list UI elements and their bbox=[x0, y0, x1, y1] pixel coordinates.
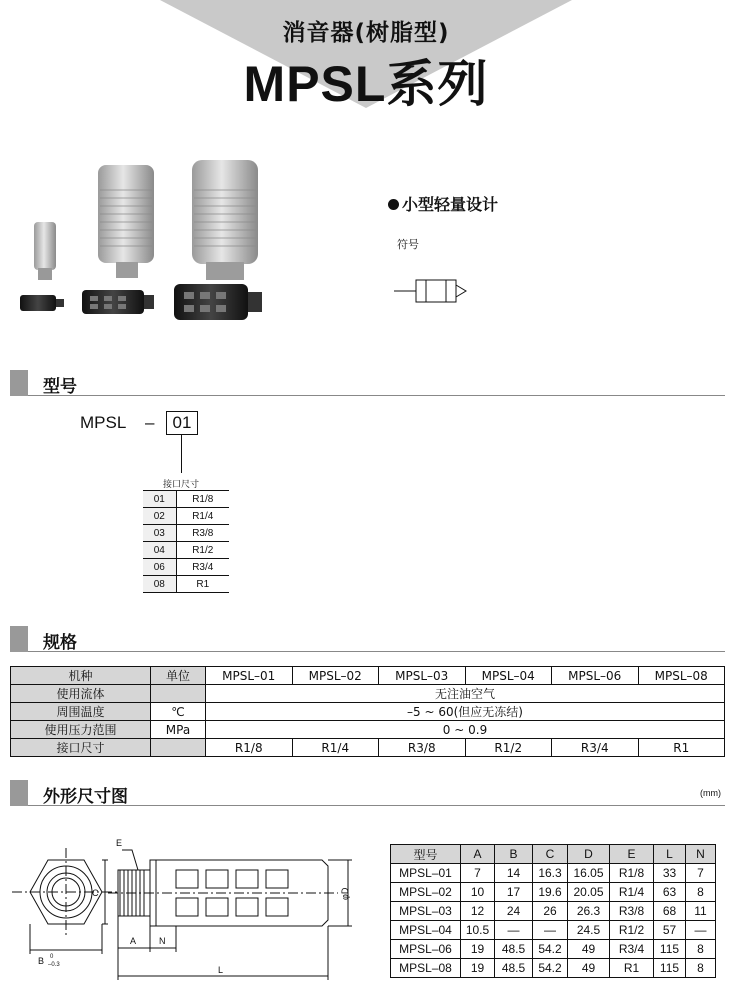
spec-fluid-unit bbox=[151, 685, 206, 703]
port-code: 02 bbox=[143, 508, 176, 525]
dim-cell: 8 bbox=[686, 959, 716, 978]
table-row bbox=[11, 739, 725, 757]
dim-cell: 26 bbox=[533, 902, 568, 921]
table-row bbox=[11, 721, 725, 739]
dim-label-c: C bbox=[92, 888, 99, 898]
dim-cell: 10.5 bbox=[461, 921, 495, 940]
dim-cell: 24 bbox=[495, 902, 533, 921]
dim-label-b-tol-top: 0 bbox=[50, 954, 54, 960]
symbol-label: 符号 bbox=[397, 238, 419, 251]
dim-cell: R1/4 bbox=[610, 883, 654, 902]
page-title: MPSL系列 bbox=[243, 56, 489, 112]
spec-model: MPSL–01 bbox=[206, 667, 293, 685]
port-size: R1/2 bbox=[176, 542, 229, 559]
dim-header: L bbox=[654, 845, 686, 864]
bullet-icon bbox=[388, 199, 399, 210]
dim-cell: 16.3 bbox=[533, 864, 568, 883]
dim-cell: MPSL–03 bbox=[391, 902, 461, 921]
dim-header: C bbox=[533, 845, 568, 864]
dim-cell: R1/8 bbox=[610, 864, 654, 883]
dim-cell: MPSL–02 bbox=[391, 883, 461, 902]
dim-cell: 63 bbox=[654, 883, 686, 902]
dim-label-d: φD bbox=[340, 887, 350, 900]
spec-port: R1/8 bbox=[206, 739, 293, 757]
port-size-table bbox=[143, 490, 229, 593]
dimension-drawing bbox=[8, 830, 368, 982]
dim-cell: 48.5 bbox=[495, 959, 533, 978]
port-table-title: 接口尺寸 bbox=[163, 480, 200, 490]
port-code: 06 bbox=[143, 559, 176, 576]
spec-fluid-label: 使用流体 bbox=[11, 685, 151, 703]
spec-temp-unit: ℃ bbox=[151, 703, 206, 721]
table-row bbox=[391, 845, 716, 864]
table-row bbox=[143, 559, 229, 576]
spec-port: R1/2 bbox=[465, 739, 552, 757]
spec-temp-label: 周围温度 bbox=[11, 703, 151, 721]
table-row bbox=[143, 525, 229, 542]
dim-cell: — bbox=[495, 921, 533, 940]
dim-cell: 8 bbox=[686, 883, 716, 902]
port-code: 08 bbox=[143, 576, 176, 593]
dim-cell: 68 bbox=[654, 902, 686, 921]
dim-cell: 19 bbox=[461, 940, 495, 959]
spec-model: MPSL–02 bbox=[292, 667, 379, 685]
table-row bbox=[391, 883, 716, 902]
dim-cell: 49 bbox=[568, 940, 610, 959]
product-photo bbox=[20, 150, 270, 330]
spec-port: R1/4 bbox=[292, 739, 379, 757]
section-marker bbox=[10, 370, 28, 396]
silencer-symbol-icon bbox=[394, 276, 468, 306]
dim-cell: R3/8 bbox=[610, 902, 654, 921]
dim-cell: MPSL–06 bbox=[391, 940, 461, 959]
section-model-title: 型号 bbox=[43, 377, 77, 397]
dim-cell: R1 bbox=[610, 959, 654, 978]
table-row bbox=[143, 576, 229, 593]
dim-cell: 48.5 bbox=[495, 940, 533, 959]
dim-cell: MPSL–01 bbox=[391, 864, 461, 883]
dim-label-l: L bbox=[218, 965, 224, 975]
dim-cell: 19 bbox=[461, 959, 495, 978]
spec-port: R3/4 bbox=[552, 739, 639, 757]
port-size: R1/4 bbox=[176, 508, 229, 525]
dim-cell: 115 bbox=[654, 940, 686, 959]
spec-model: MPSL–08 bbox=[638, 667, 725, 685]
section-spec-title: 规格 bbox=[43, 633, 77, 653]
spec-pressure-label: 使用压力范围 bbox=[11, 721, 151, 739]
port-size: R3/4 bbox=[176, 559, 229, 576]
spec-port-unit bbox=[151, 739, 206, 757]
spec-port: R3/8 bbox=[379, 739, 466, 757]
spec-fluid-value: 无注油空气 bbox=[206, 685, 725, 703]
dim-header: A bbox=[461, 845, 495, 864]
spec-model: MPSL–04 bbox=[465, 667, 552, 685]
spec-temp-value: –5 ~ 60(但应无冻结) bbox=[206, 703, 725, 721]
dim-cell: 12 bbox=[461, 902, 495, 921]
table-row bbox=[391, 921, 716, 940]
table-row bbox=[143, 508, 229, 525]
unit-note: (mm) bbox=[700, 788, 721, 798]
table-row bbox=[143, 542, 229, 559]
dim-cell: 8 bbox=[686, 940, 716, 959]
dim-header: E bbox=[610, 845, 654, 864]
port-code: 04 bbox=[143, 542, 176, 559]
model-dash: – bbox=[145, 413, 155, 432]
port-code: 03 bbox=[143, 525, 176, 542]
dim-cell: — bbox=[686, 921, 716, 940]
dim-label-e: E bbox=[116, 838, 123, 848]
model-prefix: MPSL bbox=[80, 413, 127, 432]
dim-cell: 20.05 bbox=[568, 883, 610, 902]
dim-cell: 10 bbox=[461, 883, 495, 902]
spec-header-model: 机种 bbox=[11, 667, 151, 685]
spec-pressure-unit: MPa bbox=[151, 721, 206, 739]
model-leader-line bbox=[181, 435, 182, 473]
dim-cell: 19.6 bbox=[533, 883, 568, 902]
dim-cell: 16.05 bbox=[568, 864, 610, 883]
section-dims bbox=[10, 780, 725, 806]
table-row bbox=[391, 864, 716, 883]
spec-model: MPSL–06 bbox=[552, 667, 639, 685]
dim-cell: 115 bbox=[654, 959, 686, 978]
dim-cell: 54.2 bbox=[533, 940, 568, 959]
dim-cell: 26.3 bbox=[568, 902, 610, 921]
dim-cell: 57 bbox=[654, 921, 686, 940]
dim-cell: 7 bbox=[461, 864, 495, 883]
dim-cell: R3/4 bbox=[610, 940, 654, 959]
dim-label-b: B bbox=[38, 956, 45, 966]
table-row bbox=[143, 491, 229, 508]
section-marker bbox=[10, 780, 28, 806]
port-code: 01 bbox=[143, 491, 176, 508]
dim-header: D bbox=[568, 845, 610, 864]
port-size: R3/8 bbox=[176, 525, 229, 542]
dim-cell: MPSL–08 bbox=[391, 959, 461, 978]
section-marker bbox=[10, 626, 28, 652]
table-row bbox=[11, 703, 725, 721]
feature-text: 小型轻量设计 bbox=[402, 195, 499, 214]
dim-cell: — bbox=[533, 921, 568, 940]
feature-item bbox=[388, 192, 498, 215]
dim-cell: 49 bbox=[568, 959, 610, 978]
dim-cell: MPSL–04 bbox=[391, 921, 461, 940]
table-row bbox=[11, 667, 725, 685]
section-model bbox=[10, 370, 725, 396]
table-row bbox=[391, 940, 716, 959]
dim-header: N bbox=[686, 845, 716, 864]
spec-port: R1 bbox=[638, 739, 725, 757]
dim-label-a: A bbox=[130, 936, 137, 946]
spec-pressure-value: 0 ~ 0.9 bbox=[206, 721, 725, 739]
dim-header: B bbox=[495, 845, 533, 864]
table-row bbox=[391, 959, 716, 978]
section-spec bbox=[10, 626, 725, 652]
spec-table bbox=[10, 666, 725, 757]
spec-model: MPSL–03 bbox=[379, 667, 466, 685]
model-port-code-box: 01 bbox=[166, 411, 198, 435]
table-row bbox=[11, 685, 725, 703]
dim-label-n: N bbox=[159, 936, 166, 946]
spec-port-label: 接口尺寸 bbox=[11, 739, 151, 757]
dim-cell: 33 bbox=[654, 864, 686, 883]
port-size: R1 bbox=[176, 576, 229, 593]
dim-cell: R1/2 bbox=[610, 921, 654, 940]
dimension-table bbox=[390, 844, 716, 978]
section-dims-title: 外形尺寸图 bbox=[43, 787, 128, 807]
dim-cell: 24.5 bbox=[568, 921, 610, 940]
dim-cell: 14 bbox=[495, 864, 533, 883]
page-subtitle: 消音器(树脂型) bbox=[282, 20, 450, 46]
dim-label-b-tol-bottom: –0.3 bbox=[48, 962, 60, 968]
dim-cell: 7 bbox=[686, 864, 716, 883]
port-size: R1/8 bbox=[176, 491, 229, 508]
dim-cell: 11 bbox=[686, 902, 716, 921]
dim-cell: 17 bbox=[495, 883, 533, 902]
dim-header: 型号 bbox=[391, 845, 461, 864]
dim-cell: 54.2 bbox=[533, 959, 568, 978]
spec-header-unit: 单位 bbox=[151, 667, 206, 685]
table-row bbox=[391, 902, 716, 921]
